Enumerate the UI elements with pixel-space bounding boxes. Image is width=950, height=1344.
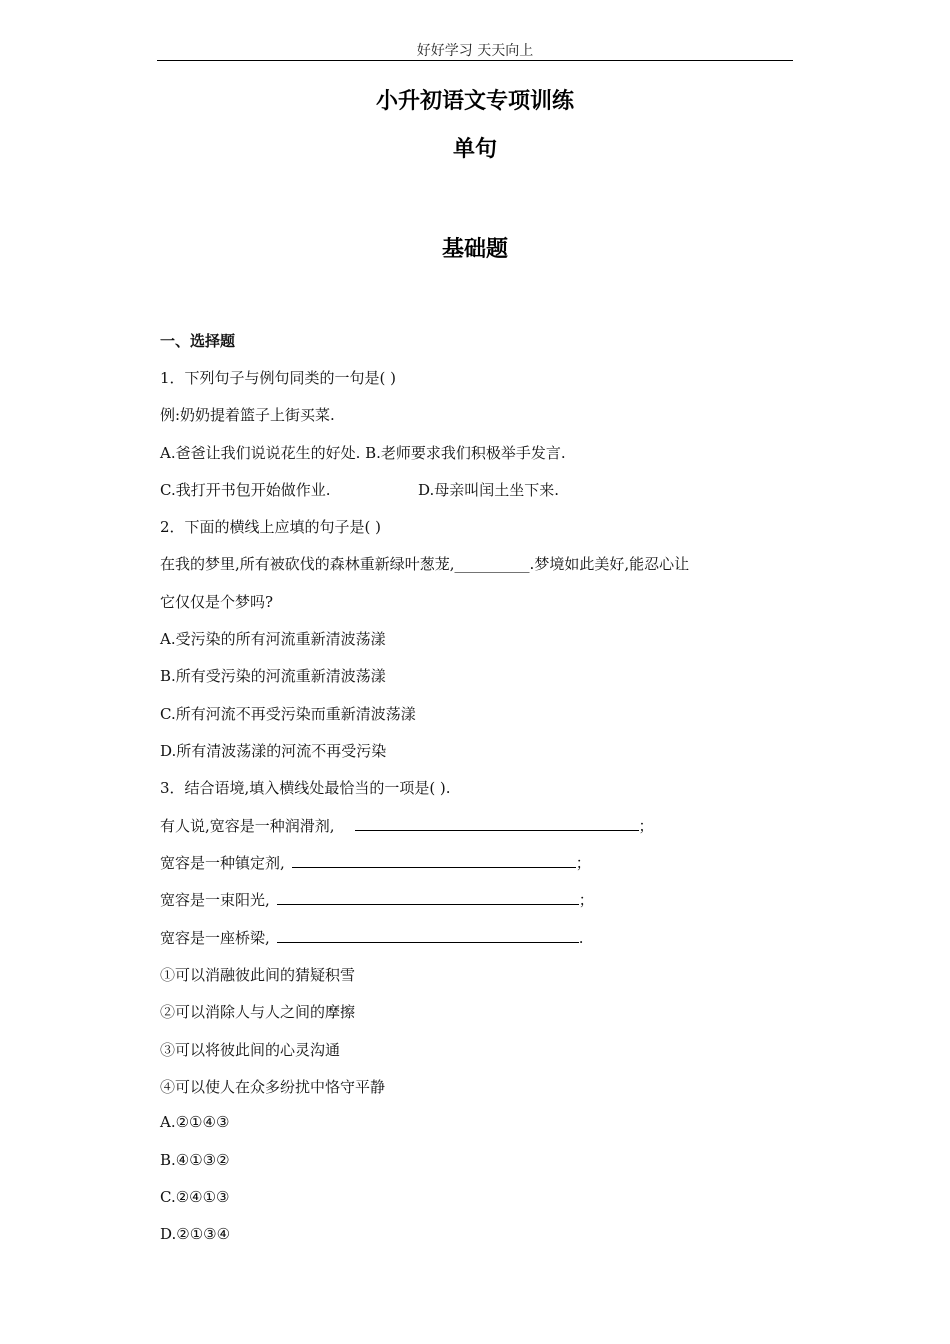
- question-3-option-a: A.②①④③: [160, 1113, 230, 1131]
- passage-text: .梦境如此美好,能忍心让: [529, 555, 690, 573]
- blank-line-end: ；: [578, 891, 594, 909]
- blank-line-end: .: [578, 929, 584, 947]
- question-3-item-4: ④可以使人在众多纷扰中恪守平静: [160, 1078, 386, 1096]
- blank-line-text: 宽容是一束阳光,: [160, 891, 270, 909]
- blank-line-end: ；: [638, 817, 654, 835]
- question-2-option-d: D.所有清波荡漾的河流不再受污染: [160, 742, 387, 760]
- question-3-option-d: D.②①③④: [160, 1225, 231, 1243]
- question-1-options-ab: A.爸爸让我们说说花生的好处. B.老师要求我们积极举手发言.: [160, 444, 566, 462]
- blank-line-text: 宽容是一种镇定剂,: [160, 854, 285, 872]
- header-divider: [157, 60, 793, 61]
- question-1-example: 例:奶奶提着篮子上街买菜.: [160, 406, 335, 424]
- page-header: 好好学习 天天向上: [416, 43, 534, 59]
- question-2-passage-line-2: 它仅仅是个梦吗?: [160, 593, 274, 611]
- question-3-blank-line-2: [160, 852, 591, 873]
- blank-line-text: 有人说,宽容是一种润滑剂,: [160, 817, 335, 835]
- question-3-item-1: ①可以消融彼此间的猜疑积雪: [160, 966, 356, 984]
- question-1-stem: 1．下列句子与例句同类的一句是( ): [160, 369, 397, 387]
- question-2-passage-line-1: [160, 553, 689, 574]
- level-heading: 基础题: [441, 237, 508, 262]
- question-3-option-b: B.④①③②: [160, 1151, 230, 1169]
- question-1-option-c: C.我打开书包开始做作业.: [160, 481, 331, 499]
- question-2-option-a: A.受污染的所有河流重新清波荡漾: [160, 630, 386, 648]
- question-3-item-2: ②可以消除人与人之间的摩擦: [160, 1003, 356, 1021]
- question-2-option-c: C.所有河流不再受污染而重新清波荡漾: [160, 705, 416, 723]
- blank-line-end: ；: [575, 854, 591, 872]
- document-title: 小升初语文专项训练: [375, 89, 574, 114]
- blank-line-text: 宽容是一座桥梁,: [160, 929, 270, 947]
- passage-text: 在我的梦里,所有被砍伐的森林重新绿叶葱茏,: [160, 555, 455, 573]
- answer-blank: [355, 815, 639, 831]
- answer-blank: [277, 889, 579, 905]
- question-3-blank-line-1: [160, 815, 654, 836]
- question-3-blank-line-4: [160, 927, 584, 948]
- question-2-option-b: B.所有受污染的河流重新清波荡漾: [160, 667, 386, 685]
- answer-blank: [277, 927, 579, 943]
- answer-blank: [292, 852, 576, 868]
- answer-blank: __________: [454, 555, 530, 573]
- question-3-item-3: ③可以将彼此间的心灵沟通: [160, 1041, 341, 1059]
- document-subtitle: 单句: [452, 137, 497, 162]
- section-heading: 一、选择题: [160, 332, 236, 350]
- question-3-blank-line-3: [160, 889, 594, 910]
- question-3-stem: 3．结合语境,填入横线处最恰当的一项是( ).: [160, 779, 451, 797]
- question-1-option-d: D.母亲叫闰土坐下来.: [418, 481, 560, 499]
- question-2-stem: 2．下面的横线上应填的句子是( ): [160, 518, 382, 536]
- question-3-option-c: C.②④①③: [160, 1188, 230, 1206]
